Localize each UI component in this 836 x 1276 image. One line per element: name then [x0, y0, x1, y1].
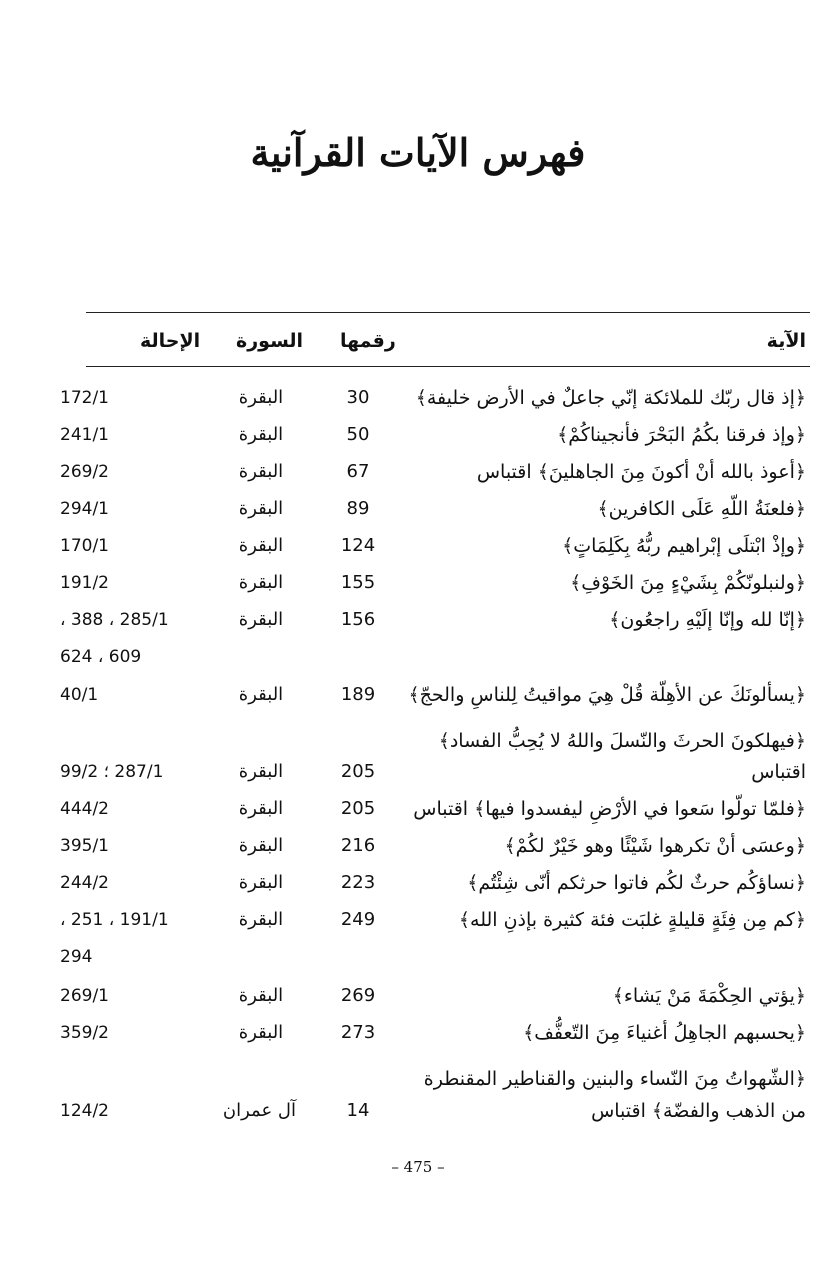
table-row: [0, 676, 836, 714]
reference-cell: 269/2: [60, 462, 109, 482]
reference-cell: 287/1 ؛ 99/2: [60, 762, 164, 782]
verse-cell: ﴿وعسَى أنْ تكرهوا شَيْئًا وهو خَيْرٌ لكُمْ﴾: [504, 835, 806, 857]
table-row: [0, 790, 836, 828]
table-row: [0, 601, 836, 639]
reference-cell: 124/2: [60, 1101, 109, 1121]
surah-cell: البقرة: [238, 761, 284, 782]
table-row: [0, 564, 836, 602]
table-row: [0, 638, 836, 676]
table-row: [0, 379, 836, 417]
surah-cell: البقرة: [238, 835, 284, 856]
verse-cell: ﴿فلعنَةُ اللّهِ عَلَى الكافرين﴾: [597, 498, 806, 520]
surah-cell: البقرة: [238, 424, 284, 445]
header-rule: [86, 366, 810, 367]
verse-cell: ﴿فيهلكونَ الحرثَ والنّسلَ واللهُ لا يُحِبُّ الفساد﴾: [438, 730, 806, 752]
surah-cell: البقرة: [238, 684, 284, 705]
surah-cell: البقرة: [238, 909, 284, 930]
reference-cell: 40/1: [60, 685, 99, 705]
table-row: [0, 416, 836, 454]
verse-cell: من الذهب والفضّة﴾ اقتباس: [591, 1100, 806, 1122]
verse-cell: ﴿يحسبهم الجاهِلُ أغنياءَ مِنَ التّعفُّف﴾: [523, 1022, 806, 1044]
surah-cell: البقرة: [238, 461, 284, 482]
table-row: [0, 864, 836, 902]
number-cell: 124: [340, 535, 376, 556]
surah-cell: البقرة: [238, 387, 284, 408]
reference-cell: 294/1: [60, 499, 109, 519]
header-reference: الإحالة: [140, 330, 201, 352]
reference-cell: 191/2: [60, 573, 109, 593]
number-cell: 269: [340, 985, 376, 1006]
top-rule: [86, 312, 810, 313]
number-cell: 155: [340, 572, 376, 593]
number-cell: 205: [340, 798, 376, 819]
number-cell: 30: [346, 387, 370, 408]
page-number: – 475 –: [391, 1158, 445, 1176]
table-row: [0, 1092, 836, 1130]
surah-cell: البقرة: [238, 498, 284, 519]
surah-cell: البقرة: [238, 535, 284, 556]
verse-cell: اقتباس: [751, 761, 806, 783]
reference-cell: 359/2: [60, 1023, 109, 1043]
reference-cell: 395/1: [60, 836, 109, 856]
number-cell: 189: [340, 684, 376, 705]
number-cell: 89: [346, 498, 370, 519]
reference-cell: 444/2: [60, 799, 109, 819]
reference-cell: 285/1 ، 388 ،: [60, 610, 169, 630]
page-title: فهرس الآيات القرآنية: [250, 130, 586, 175]
reference-cell: 191/1 ، 251 ،: [60, 910, 169, 930]
surah-cell: البقرة: [238, 572, 284, 593]
surah-cell: البقرة: [238, 985, 284, 1006]
verse-cell: ﴿كم مِن فِئَةٍ قليلةٍ غلبَت فئة كثيرة بإذنِ الله﴾: [458, 909, 806, 931]
reference-cell: 244/2: [60, 873, 109, 893]
reference-cell: 170/1: [60, 536, 109, 556]
number-cell: 14: [346, 1100, 370, 1121]
verse-cell: ﴿يسألونَكَ عن الأهِلّة قُلْ هِيَ مواقيتُ لِلناسِ والحجّ﴾: [408, 684, 806, 706]
number-cell: 50: [346, 424, 370, 445]
verse-cell: ﴿الشّهواتُ مِنَ النّساء والبنين والقناطير المقنطرة: [423, 1068, 806, 1090]
reference-cell: 294: [60, 947, 93, 967]
verse-cell: ﴿إنّا لله وإنّا إلَيْهِ راجعُون﴾: [609, 609, 806, 631]
header-surah: السورة: [236, 330, 304, 352]
surah-cell: البقرة: [238, 1022, 284, 1043]
table-row: [0, 977, 836, 1015]
verse-cell: ﴿فلمّا تولّوا سَعوا في الأرْضِ ليفسدوا فيها﴾ اقتباس: [413, 798, 806, 820]
header-number: رقمها: [340, 330, 396, 352]
verse-cell: ﴿ولنبلونّكُمْ بِشَيْءٍ مِنَ الخَوْفِ﴾: [570, 572, 806, 594]
verse-cell: ﴿أعوذ بالله أنْ أكونَ مِنَ الجاهلينَ﴾ اقتباس: [476, 461, 806, 483]
number-cell: 156: [340, 609, 376, 630]
table-row: [0, 753, 836, 791]
table-row: [0, 490, 836, 528]
verse-cell: ﴿وإذْ ابْتلَى إبْراهيم ربُّهُ بِكَلِمَاتٍ﴾: [562, 535, 806, 557]
verse-cell: ﴿إذ قال ربّك للملائكة إنّي جاعلٌ في الأرض خليفة﴾: [415, 387, 806, 409]
reference-cell: 241/1: [60, 425, 109, 445]
table-row: [0, 827, 836, 865]
table-row: [0, 1014, 836, 1052]
table-row: [0, 901, 836, 939]
number-cell: 205: [340, 761, 376, 782]
verse-cell: ﴿نساؤكُم حرثٌ لكُم فاتوا حرثكم أنّى شِئْتُم﴾: [467, 872, 806, 894]
number-cell: 249: [340, 909, 376, 930]
reference-cell: 172/1: [60, 388, 109, 408]
number-cell: 216: [340, 835, 376, 856]
verse-cell: ﴿يؤتي الحِكْمَةَ مَنْ يَشاء﴾: [612, 985, 806, 1007]
number-cell: 273: [340, 1022, 376, 1043]
number-cell: 223: [340, 872, 376, 893]
reference-cell: 269/1: [60, 986, 109, 1006]
table-row: [0, 527, 836, 565]
header-verse: الآية: [766, 330, 806, 352]
number-cell: 67: [346, 461, 370, 482]
surah-cell: البقرة: [238, 798, 284, 819]
reference-cell: 609 ، 624: [60, 647, 142, 667]
surah-cell: آل عمران: [222, 1100, 296, 1121]
surah-cell: البقرة: [238, 609, 284, 630]
table-row: [0, 453, 836, 491]
table-row: [0, 938, 836, 976]
surah-cell: البقرة: [238, 872, 284, 893]
verse-cell: ﴿وإذ فرقنا بكُمُ البَحْرَ فأنجيناكُمْ﴾: [557, 424, 806, 446]
